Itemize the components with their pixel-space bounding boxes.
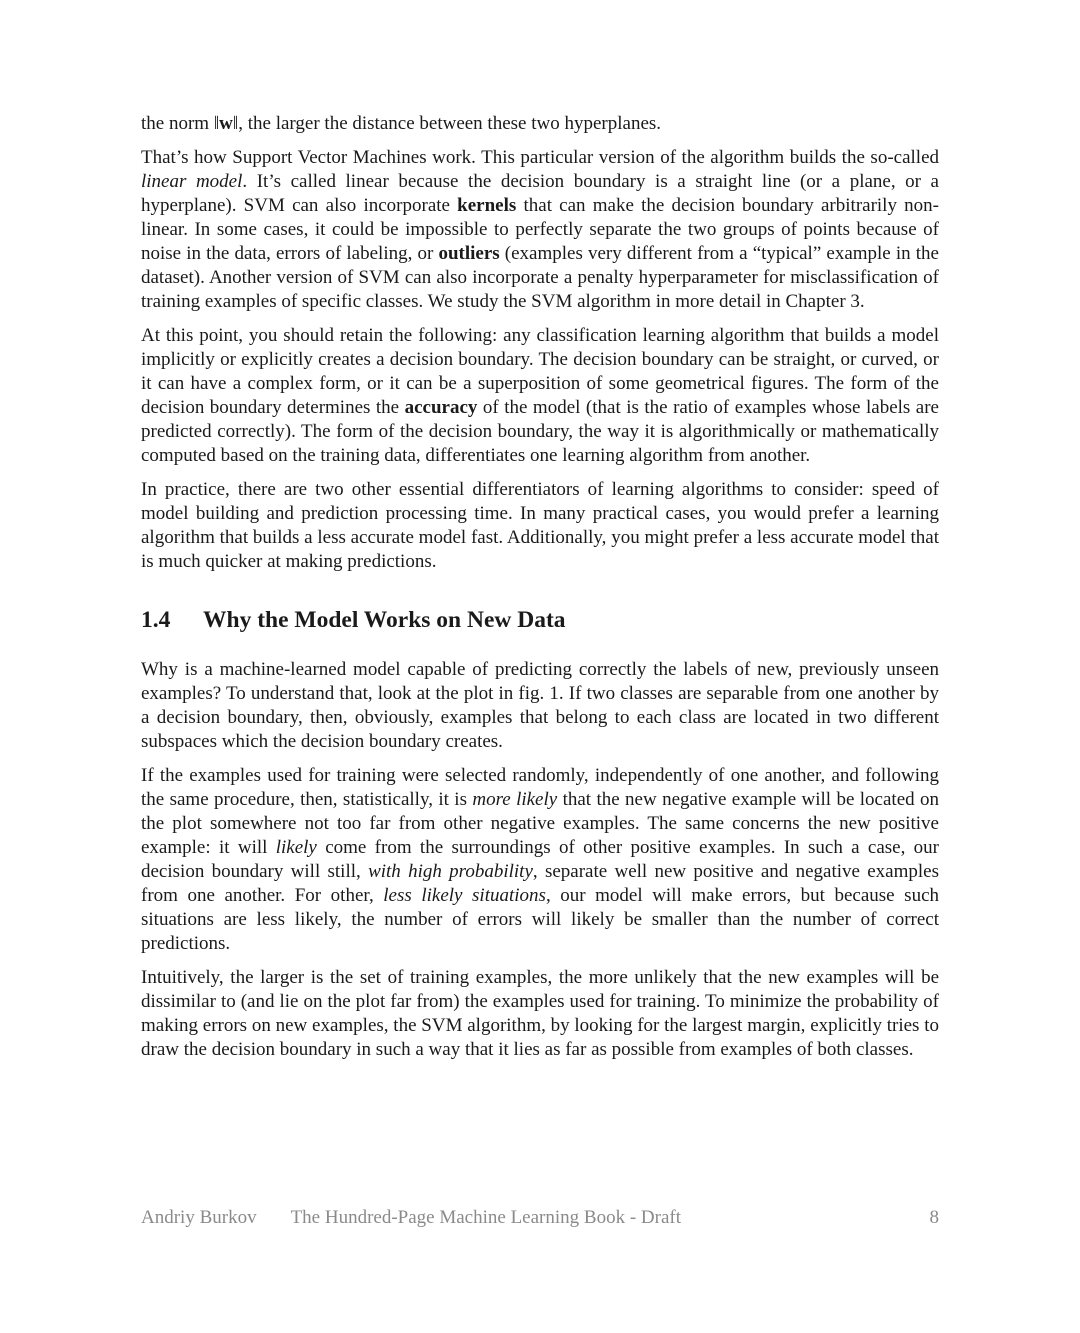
footer-author: Andriy Burkov	[141, 1207, 257, 1228]
term-outliers: outliers	[438, 243, 500, 264]
term-linear-model: linear model	[141, 171, 243, 192]
page-body	[141, 112, 939, 1072]
paragraph-decision-boundary	[141, 324, 939, 468]
paragraph-svm-how-it-works	[141, 146, 939, 314]
emphasis-likely: likely	[275, 837, 317, 858]
norm-symbol-open: ‖	[213, 113, 220, 134]
text-run: That’s how Support Vector Machines work. This particular version of the algorithm builds the so-called	[141, 147, 939, 168]
text-run: that the new negative example will be located on the plot somewhere not too far from other negative examples. The same concerns the new positive example: it will	[141, 789, 940, 858]
emphasis-more-likely: more likely	[472, 789, 558, 810]
text-run: that can make the decision boundary arbitrarily non-linear. In some cases, it could be impossible to perfectly separate the two groups of points because of noise in the data, errors of labeling, or	[141, 195, 939, 264]
text-run: In practice, there are two other essential differentiators of learning algorithms to consider: speed of model building and prediction processing time. In many practical cases, you would prefer a learning algorithm that builds a less accurate model fast. Additionally, you might prefer a less accurate model that is much quicker at making predictions.	[141, 479, 939, 572]
text-run: At this point, you should retain the following: any classification learning algorithm that builds a model implicitly or explicitly creates a decision boundary. The decision boundary can be straight, or curved, or it can have a complex form, or it can be a superposition of some geometrical figures. The form of the decision boundary determines the	[141, 325, 939, 418]
text-run: , separate well new positive and negative examples from one another. For other,	[141, 861, 939, 906]
section-heading	[141, 606, 939, 634]
paragraph-random-examples	[141, 764, 939, 956]
emphasis-with-high-probability: with high probability	[368, 861, 533, 882]
term-accuracy: accuracy	[404, 397, 478, 418]
footer-left	[141, 1206, 681, 1230]
text-run: . It’s called linear because the decision boundary is a straight line (or a plane, or a hyperplane). SVM can also incorporate	[141, 171, 939, 216]
footer-page-number: 8	[929, 1207, 939, 1228]
paragraph-norm-continuation	[141, 112, 939, 136]
text-run: Why is a machine-learned model capable of predicting correctly the labels of new, previously unseen examples? To understand that, look at the plot in fig. 1. If two classes are separable from one another by a decision boundary, then, obviously, examples that belong to each class are located in two different subspaces which the decision boundary creates.	[141, 659, 939, 752]
text-run: the norm	[141, 113, 214, 134]
footer-book-title: The Hundred-Page Machine Learning Book - Draft	[290, 1207, 681, 1228]
emphasis-less-likely-situations: less likely situations	[383, 885, 546, 906]
page-footer	[141, 1206, 939, 1230]
norm-symbol-close: ‖	[232, 113, 239, 134]
paragraph-why-model-works	[141, 658, 939, 754]
section-number: 1.4	[141, 607, 171, 633]
text-run: If the examples used for training were selected randomly, independently of one another, and following the same procedure, then, statistically, it is	[141, 765, 939, 810]
text-run: , the larger the distance between these two hyperplanes.	[238, 113, 662, 134]
section-title: Why the Model Works on New Data	[203, 607, 566, 633]
text-run: Intuitively, the larger is the set of training examples, the more unlikely that the new examples will be dissimilar to (and lie on the plot far from) the examples used for training. To minimize the probability of making errors on new examples, the SVM algorithm, by looking for the largest margin, explicitly tries to draw the decision boundary in such a way that it lies as far as possible from examples of both classes.	[141, 967, 939, 1060]
text-run: come from the surroundings of other positive examples. In such a case, our decision boundary will still,	[141, 837, 939, 882]
text-run: (examples very different from a “typical” example in the dataset). Another version of SVM can also incorporate a penalty hyperparameter for misclassification of training examples of specific classes. We study the SVM algorithm in more detail in Chapter 3.	[141, 243, 939, 312]
text-run: , our model will make errors, but because such situations are less likely, the number of errors will likely be smaller than the number of correct predictions.	[141, 885, 940, 954]
paragraph-differentiators	[141, 478, 939, 574]
paragraph-intuition-margin	[141, 966, 939, 1062]
term-kernels: kernels	[457, 195, 517, 216]
text-run: of the model (that is the ratio of examples whose labels are predicted correctly). The form of the decision boundary, the way it is algorithmically or mathematically computed based on the training data, differentiates one learning algorithm from another.	[141, 397, 939, 466]
vector-w: w	[219, 113, 233, 134]
